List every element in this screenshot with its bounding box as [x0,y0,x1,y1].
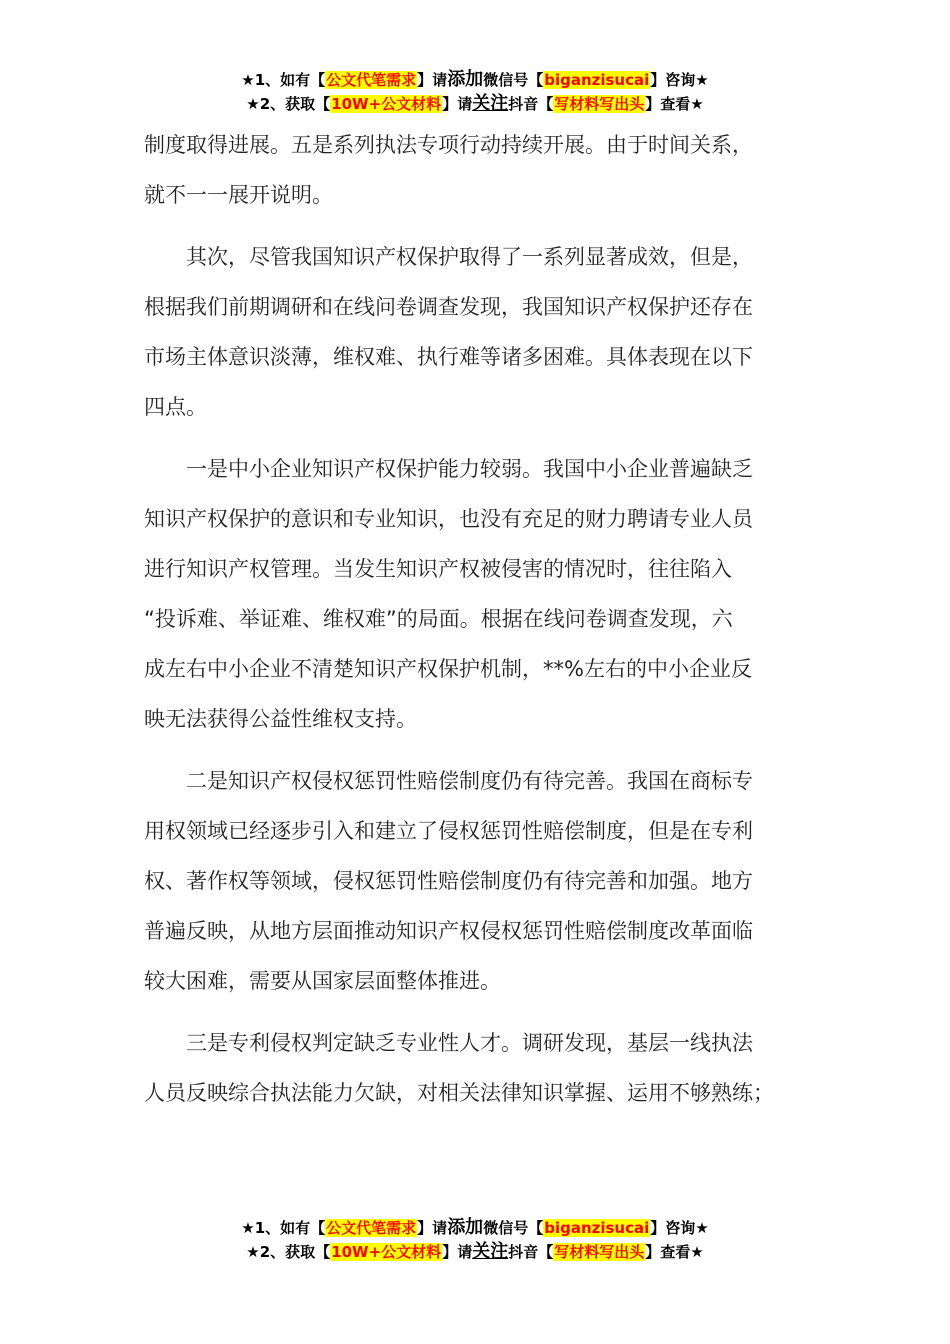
footer-banner [0,1216,950,1264]
highlight-service: 公文代笔需求 [326,71,417,89]
paragraph-continuation [144,120,804,220]
highlight-wechat-id: biganzisucai [544,71,650,89]
text-line: 市场主体意识淡薄，维权难、执行难等诸多困难。具体表现在以下 [144,345,753,369]
banner-text: 】咨询★ [650,71,709,89]
highlight-douyin-account: 写材料写出头 [554,1243,645,1261]
banner-text: 】请 [442,95,473,113]
banner-text: ★1、如有【 [241,71,326,89]
banner-text: 】咨询★ [650,1219,709,1237]
highlight-materials: 10W+公文材料 [331,95,442,113]
header-banner-line-1 [0,68,950,92]
document-body [144,120,804,1118]
text-line: 根据我们前期调研和在线问卷调查发现，我国知识产权保护还存在 [144,295,753,319]
text-line: 三是专利侵权判定缺乏专业性人才。调研发现，基层一线执法 [144,1031,753,1055]
paragraph-point-three [144,1018,804,1118]
text-line: 二是知识产权侵权惩罚性赔偿制度仍有待完善。我国在商标专 [144,769,753,793]
banner-text: ★2、获取【 [246,1243,331,1261]
banner-text: 微信号【 [483,1219,544,1237]
banner-text: 微信号【 [483,71,544,89]
text-line: 四点。 [144,395,207,419]
paragraph-difficulties [144,232,804,432]
text-line: 映无法获得公益性维权支持。 [144,707,417,731]
header-banner [0,68,950,116]
text-line: “投诉难、举证难、维权难”的局面。根据在线问卷调查发现，六 [144,607,733,631]
text-line: 较大困难，需要从国家层面整体推进。 [144,969,501,993]
highlight-materials: 10W+公文材料 [331,1243,442,1261]
text-line: 人员反映综合执法能力欠缺，对相关法律知识掌握、运用不够熟练； [144,1081,774,1105]
banner-text: ★2、获取【 [246,95,331,113]
paragraph-point-one [144,444,804,744]
banner-text: 抖音【 [508,1243,554,1261]
banner-text: 】查看★ [645,1243,704,1261]
text-line: 知识产权保护的意识和专业知识，也没有充足的财力聘请专业人员 [144,507,753,531]
text-line: 就不一一展开说明。 [144,183,333,207]
highlight-douyin-account: 写材料写出头 [554,95,645,113]
banner-emphasis: 关注 [472,1241,509,1262]
banner-text: 】查看★ [645,95,704,113]
highlight-wechat-id: biganzisucai [544,1219,650,1237]
header-banner-line-2 [0,92,950,116]
text-line: 普遍反映，从地方层面推动知识产权侵权惩罚性赔偿制度改革面临 [144,919,753,943]
text-line: 制度取得进展。五是系列执法专项行动持续开展。由于时间关系， [144,133,753,157]
highlight-service: 公文代笔需求 [326,1219,417,1237]
banner-emphasis: 关注 [472,93,509,114]
footer-banner-line-1 [0,1216,950,1240]
text-line: 用权领域已经逐步引入和建立了侵权惩罚性赔偿制度，但是在专利 [144,819,753,843]
text-line: 成左右中小企业不清楚知识产权保护机制，**%左右的中小企业反 [144,657,752,681]
banner-emphasis: 添加 [447,1217,484,1238]
banner-text: 】请 [442,1243,473,1261]
text-line: 权、著作权等领域，侵权惩罚性赔偿制度仍有待完善和加强。地方 [144,869,753,893]
banner-emphasis: 添加 [447,69,484,90]
banner-text: 】请 [417,1219,448,1237]
banner-text: ★1、如有【 [241,1219,326,1237]
text-line: 进行知识产权管理。当发生知识产权被侵害的情况时，往往陷入 [144,557,732,581]
text-line: 一是中小企业知识产权保护能力较弱。我国中小企业普遍缺乏 [144,457,753,481]
banner-text: 抖音【 [508,95,554,113]
paragraph-point-two [144,756,804,1006]
banner-text: 】请 [417,71,448,89]
footer-banner-line-2 [0,1240,950,1264]
text-line: 其次，尽管我国知识产权保护取得了一系列显著成效，但是， [144,245,753,269]
